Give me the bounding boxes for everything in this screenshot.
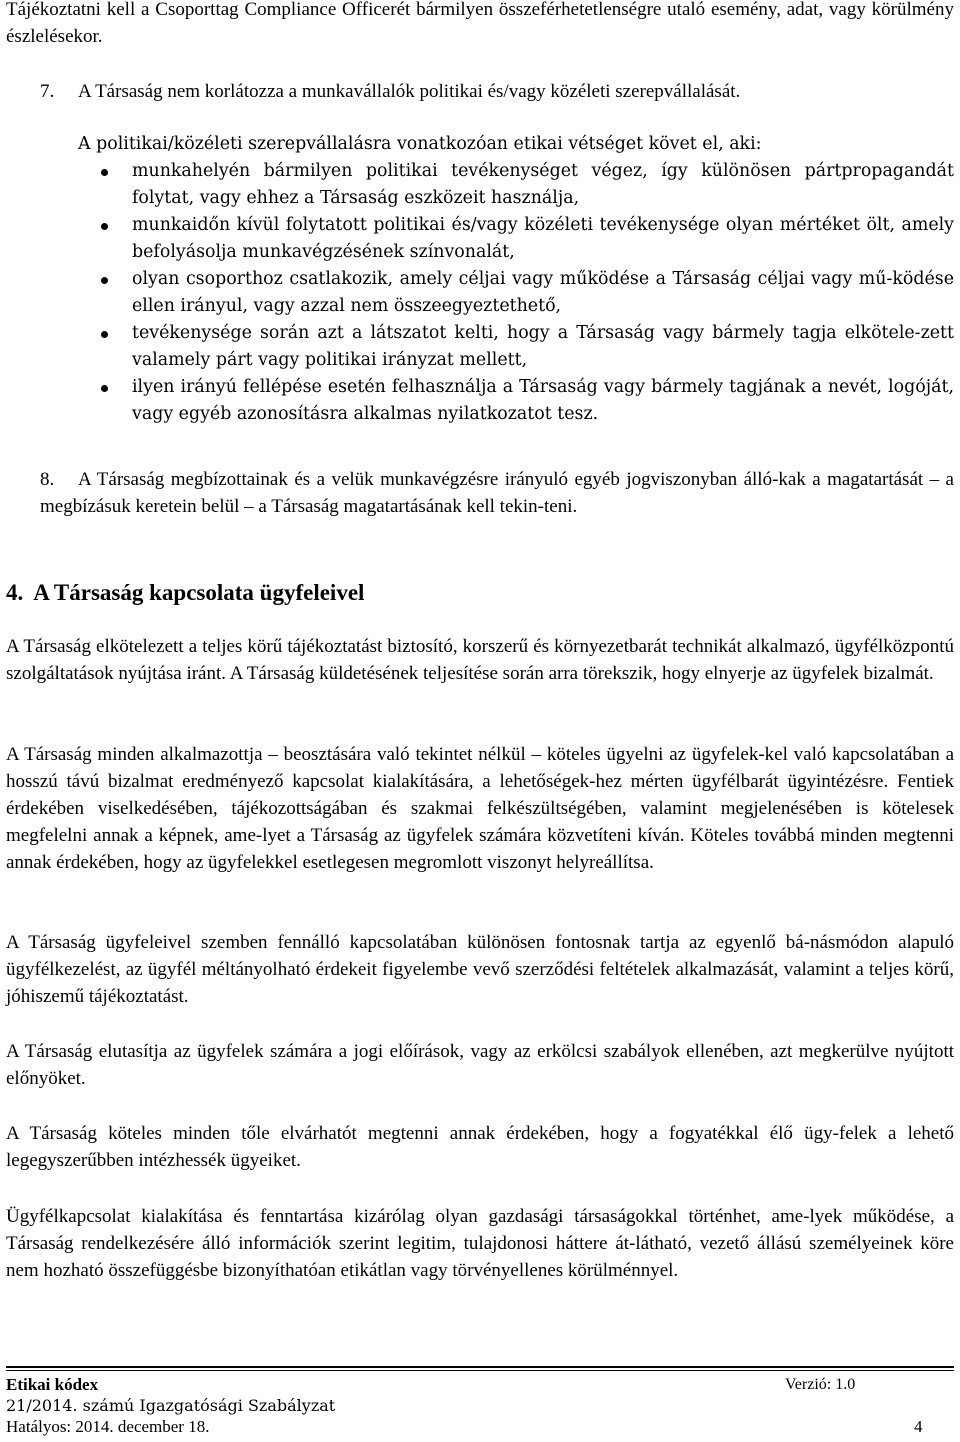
paragraph: A Társaság ügyfeleivel szemben fennálló kapcsolatában különösen fontosnak tartja az egyenlő bá-násmódon alapuló ügyfélkezelést, az ügyfél méltányolható érdekeit figyelembe vevő szerződési feltételek alkalmazását, valamint a teljes körű, jóhiszemű tájékoztatást.	[6, 932, 954, 1007]
item-8-text: A Társaság megbízottainak és a velük munkavégzésre irányuló egyéb jogviszonyban álló-kak a magatartását – a megbízásuk keretein belül – a Társaság magatartásának kell tekin-teni.	[40, 469, 954, 517]
bullet-icon	[101, 385, 108, 392]
section-title: A Társaság kapcsolata ügyfeleivel	[33, 580, 365, 605]
list-item-text: tevékenysége során azt a látszatot kelti, hogy a Társaság vagy bármely tagja elkötele-zett valamely párt vagy politikai irányzat mellett,	[132, 323, 954, 370]
list-item	[78, 320, 954, 374]
paragraph: A Társaság minden alkalmazottja – beosztására való tekintet nélkül – köteles ügyelni az ügyfelek-kel való kapcsolatában a hosszú távú bizalmat eredményező kapcsolat kialakítására, a lehetőségek-hez mérten ügyfélbarát ügyintézésre. Fentiek érdekében viselkedésében, tájékozottságában és szakmai felkészültségében, valamint megjelenésében is kötelesek megfelelni annak a képnek, ame-lyet a Társaság az ügyfelek számára közvetíteni kíván. Köteles továbbá minden megtenni annak érdekében, hogy az ügyfelekkel esetlegesen megromlott viszonyt helyreállítsa.	[6, 744, 954, 873]
list-item	[78, 158, 954, 212]
list-item	[78, 374, 954, 428]
list-item-text: ilyen irányú fellépése esetén felhasználja a Társaság vagy bármely tagjának a nevét, logóját, vagy egyéb azonosításra alkalmas nyilatkozatot tesz.	[132, 377, 954, 424]
paragraph: A Társaság elutasítja az ügyfelek számára a jogi előírások, vagy az erkölcsi szabályok ellenében, azt megkerülve nyújtott előnyöket.	[6, 1041, 954, 1089]
bullet-icon	[101, 223, 108, 230]
paragraph: A Társaság köteles minden tőle elvárhatót megtenni annak érdekében, hogy a fogyatékkal élő ügy-felek a lehető legegyszerűbben intézhessék ügyeiket.	[6, 1123, 954, 1171]
political-intro: A politikai/közéleti szerepvállalásra vonatkozóan etikai vétséget követ el, aki:	[78, 134, 762, 154]
section-number: 4.	[6, 580, 24, 605]
bullet-icon	[101, 331, 108, 338]
list-item	[78, 266, 954, 320]
footer-document-title: Etikai kódex	[6, 1375, 99, 1394]
footer-version: Verzió: 1.0	[785, 1376, 856, 1393]
intro-paragraph: Tájékoztatni kell a Csoporttag Compliance Officerét bármilyen összeférhetetlenségre utaló esemény, adat, vagy körülmény észlelésekor.	[6, 0, 954, 47]
list-item	[78, 212, 954, 266]
list-item-text: munkaidőn kívül folytatott politikai és/vagy közéleti tevékenysége olyan mértéket ölt, amely befolyásolja munkavégzésének színvonalát,	[132, 215, 954, 262]
footer-divider-thin	[6, 1370, 954, 1371]
footer-regulation: 21/2014. számú Igazgatósági Szabályzat	[6, 1396, 336, 1415]
item-7-number: 7.	[40, 81, 55, 102]
paragraph: A Társaság elkötelezett a teljes körű tájékoztatást biztosító, korszerű és környezetbarát technikát alkalmazó, ügyfélközpontú szolgáltatások nyújtása iránt. A Társaság küldetésének teljesítése során arra törekszik, hogy elnyerje az ügyfelek bizalmát.	[6, 636, 954, 684]
item-8-number: 8.	[40, 469, 55, 490]
footer-effective-date: Hatályos: 2014. december 18.	[6, 1417, 210, 1436]
section-heading	[6, 578, 364, 608]
paragraph: Ügyfélkapcsolat kialakítása és fenntartása kizárólag olyan gazdasági társaságokkal történhet, ame-lyek működése, a Társaság rendelkezésére álló információk szerint legitim, tulajdonosi háttere át-látható, vezető állású személyeinek köre nem hozható összefüggésbe bizonyíthatóan etikátlan vagy törvényellenes körülménnyel.	[6, 1206, 954, 1281]
list-item-text: olyan csoporthoz csatlakozik, amely céljai vagy működése a Társaság céljai vagy mű-ködése ellen irányul, vagy azzal nem összeegyeztethető,	[132, 269, 954, 316]
bullet-icon	[101, 169, 108, 176]
item-7	[40, 78, 954, 105]
list-item-text: munkahelyén bármilyen politikai tevékenységet végez, így különösen pártpropagandát folytat, vagy ehhez a Társaság eszközeit használja,	[132, 161, 954, 208]
item-7-text: A Társaság nem korlátozza a munkavállalók politikai és/vagy közéleti szerepvállalását.	[78, 81, 741, 102]
violation-list	[78, 158, 954, 428]
item-8	[40, 466, 954, 520]
footer-divider	[6, 1366, 954, 1368]
page-number: 4	[914, 1417, 923, 1436]
bullet-icon	[101, 277, 108, 284]
